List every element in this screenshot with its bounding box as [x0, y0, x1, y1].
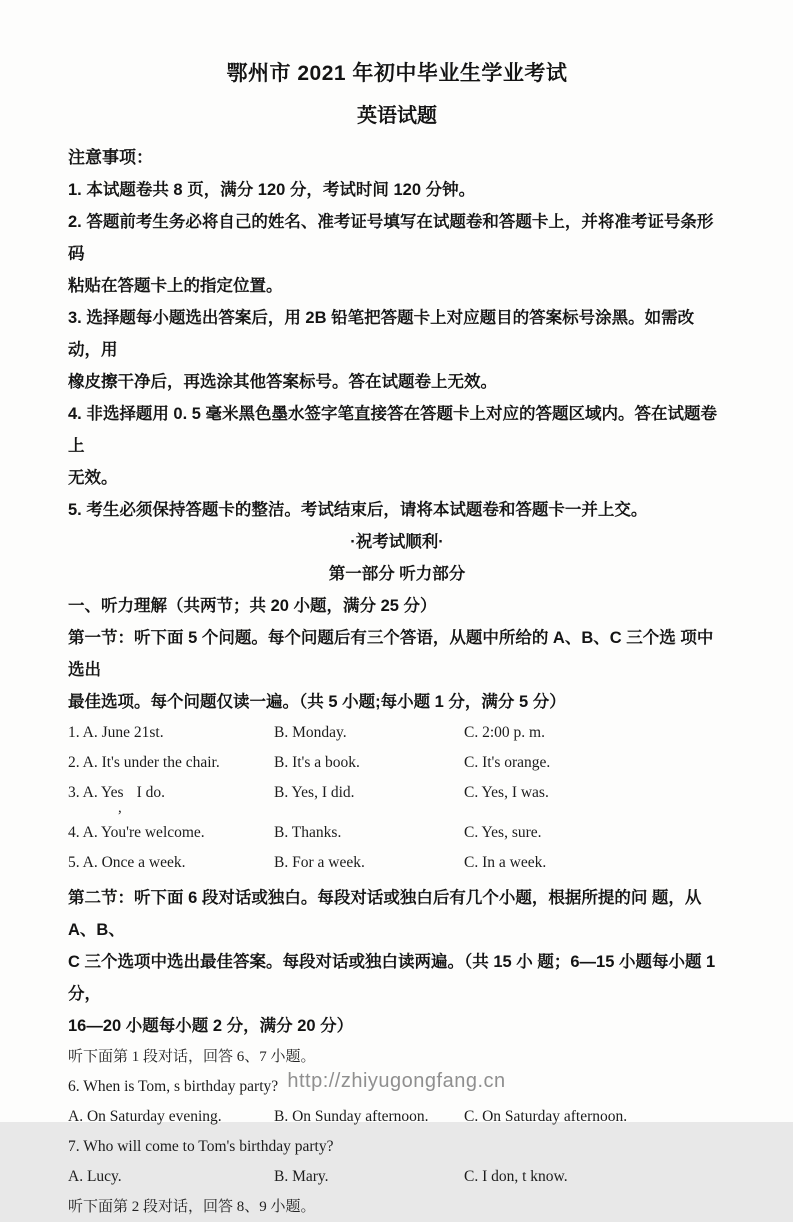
question-row-4: [68, 818, 726, 848]
notice-item-4-line-1: 4. 非选择题用 0. 5 毫米黑色墨水签字笔直接答在答题卡上对应的答题区域内。答在试题卷上: [68, 405, 718, 455]
q3-option-b: B. Yes, I did.: [274, 784, 355, 801]
q6-option-a: A. On Saturday evening.: [68, 1108, 222, 1125]
q6-option-c: C. On Saturday afternoon.: [464, 1108, 628, 1125]
notice-item-4-line-2: 无效。: [68, 469, 118, 487]
q7-option-a: A. Lucy.: [68, 1168, 122, 1185]
notice-item-2-line-2: 粘贴在答题卡上的指定位置。: [68, 277, 283, 295]
q3-displaced-comma: ,: [118, 800, 122, 816]
q7-option-c: C. I don, t know.: [464, 1168, 568, 1185]
q5-option-b: B. For a week.: [274, 854, 365, 871]
page-content: [68, 0, 726, 1222]
q2-option-a: 2. A. It's under the chair.: [68, 754, 220, 771]
question-row-6: [68, 1102, 726, 1132]
q3-option-c: C. Yes, I was.: [464, 784, 549, 801]
q4-option-c: C. Yes, sure.: [464, 824, 542, 841]
question-row-3: [68, 778, 726, 816]
q2-option-b: B. It's a book.: [274, 754, 360, 771]
question-row-2: [68, 748, 726, 778]
spacer: [68, 808, 726, 818]
notice-heading: 注意事项：: [68, 148, 153, 167]
listening-section-heading: 一、听力理解（共两节；共 20 小题，满分 25 分）: [68, 597, 437, 615]
q4-option-b: B. Thanks.: [274, 824, 342, 841]
question-row-5: [68, 848, 726, 878]
notice-item-3-line-1: 3. 选择题每小题选出答案后，用 2B 铅笔把答题卡上对应题目的答案标号涂黑。如需改动，用: [68, 309, 695, 359]
notice-item-3-line-2: 橡皮擦干净后，再选涂其他答案标号。答在试题卷上无效。: [68, 373, 497, 391]
question-6-text: 6. When is Tom, s birthday party?: [68, 1078, 279, 1095]
notice-item-5: 5. 考生必须保持答题卡的整洁。考试结束后，请将本试题卷和答题卡一并上交。: [68, 501, 648, 519]
q2-option-c: C. It's orange.: [464, 754, 551, 771]
q1-option-c: C. 2:00 p. m.: [464, 724, 545, 741]
q3-option-a: [68, 778, 274, 816]
q1-option-b: B. Monday.: [274, 724, 347, 741]
q3-option-a-text: 3. A. Yes: [68, 784, 124, 801]
node2-intro-line-1: 第二节：听下面 6 段对话或独白。每段对话或独白后有几个小题，根据所提的问 题，从 A、B、: [68, 889, 702, 939]
dialog2-cue: 听下面第 2 段对话，回答 8、9 小题。: [68, 1199, 316, 1215]
part1-heading: 第一部分 听力部分: [328, 565, 466, 583]
q6-option-b: B. On Sunday afternoon.: [274, 1108, 429, 1125]
q3-option-a-text-2: I do.: [136, 784, 165, 801]
q4-option-a: 4. A. You're welcome.: [68, 824, 205, 841]
question-row-7: [68, 1162, 726, 1192]
notice-item-2-line-1: 2. 答题前考生务必将自己的姓名、准考证号填写在试题卷和答题卡上，并将准考证号条形码: [68, 213, 714, 263]
q7-option-b: B. Mary.: [274, 1168, 329, 1185]
question-row-1: [68, 718, 726, 748]
notice-item-1: 1. 本试题卷共 8 页，满分 120 分，考试时间 120 分钟。: [68, 181, 476, 199]
node2-intro-line-2: C 三个选项中选出最佳答案。每段对话或独白读两遍。（共 15 小 题；6—15 小题每小题 1 分，: [68, 953, 716, 1003]
exam-blessing: ·祝考试顺利·: [350, 533, 444, 551]
q5-option-c: C. In a week.: [464, 854, 547, 871]
dialog1-cue: 听下面第 1 段对话，回答 6、7 小题。: [68, 1049, 316, 1065]
watermark-url: http://zhiyugongfang.cn: [287, 1070, 506, 1092]
node2-intro-line-3: 16—20 小题每小题 2 分，满分 20 分）: [68, 1017, 354, 1035]
exam-subtitle: 英语试题: [357, 105, 437, 127]
node1-intro-line-1: 第一节：听下面 5 个问题。每个问题后有三个答语，从题中所给的 A、B、C 三个选 项中选出: [68, 629, 714, 679]
q5-option-a: 5. A. Once a week.: [68, 854, 186, 871]
q1-option-a: 1. A. June 21st.: [68, 724, 164, 741]
node1-intro-line-2: 最佳选项。每个问题仅读一遍。（共 5 小题;每小题 1 分，满分 5 分）: [68, 693, 566, 711]
exam-title: 鄂州市 2021 年初中毕业生学业考试: [226, 62, 568, 85]
question-7-text: 7. Who will come to Tom's birthday party?: [68, 1138, 334, 1155]
